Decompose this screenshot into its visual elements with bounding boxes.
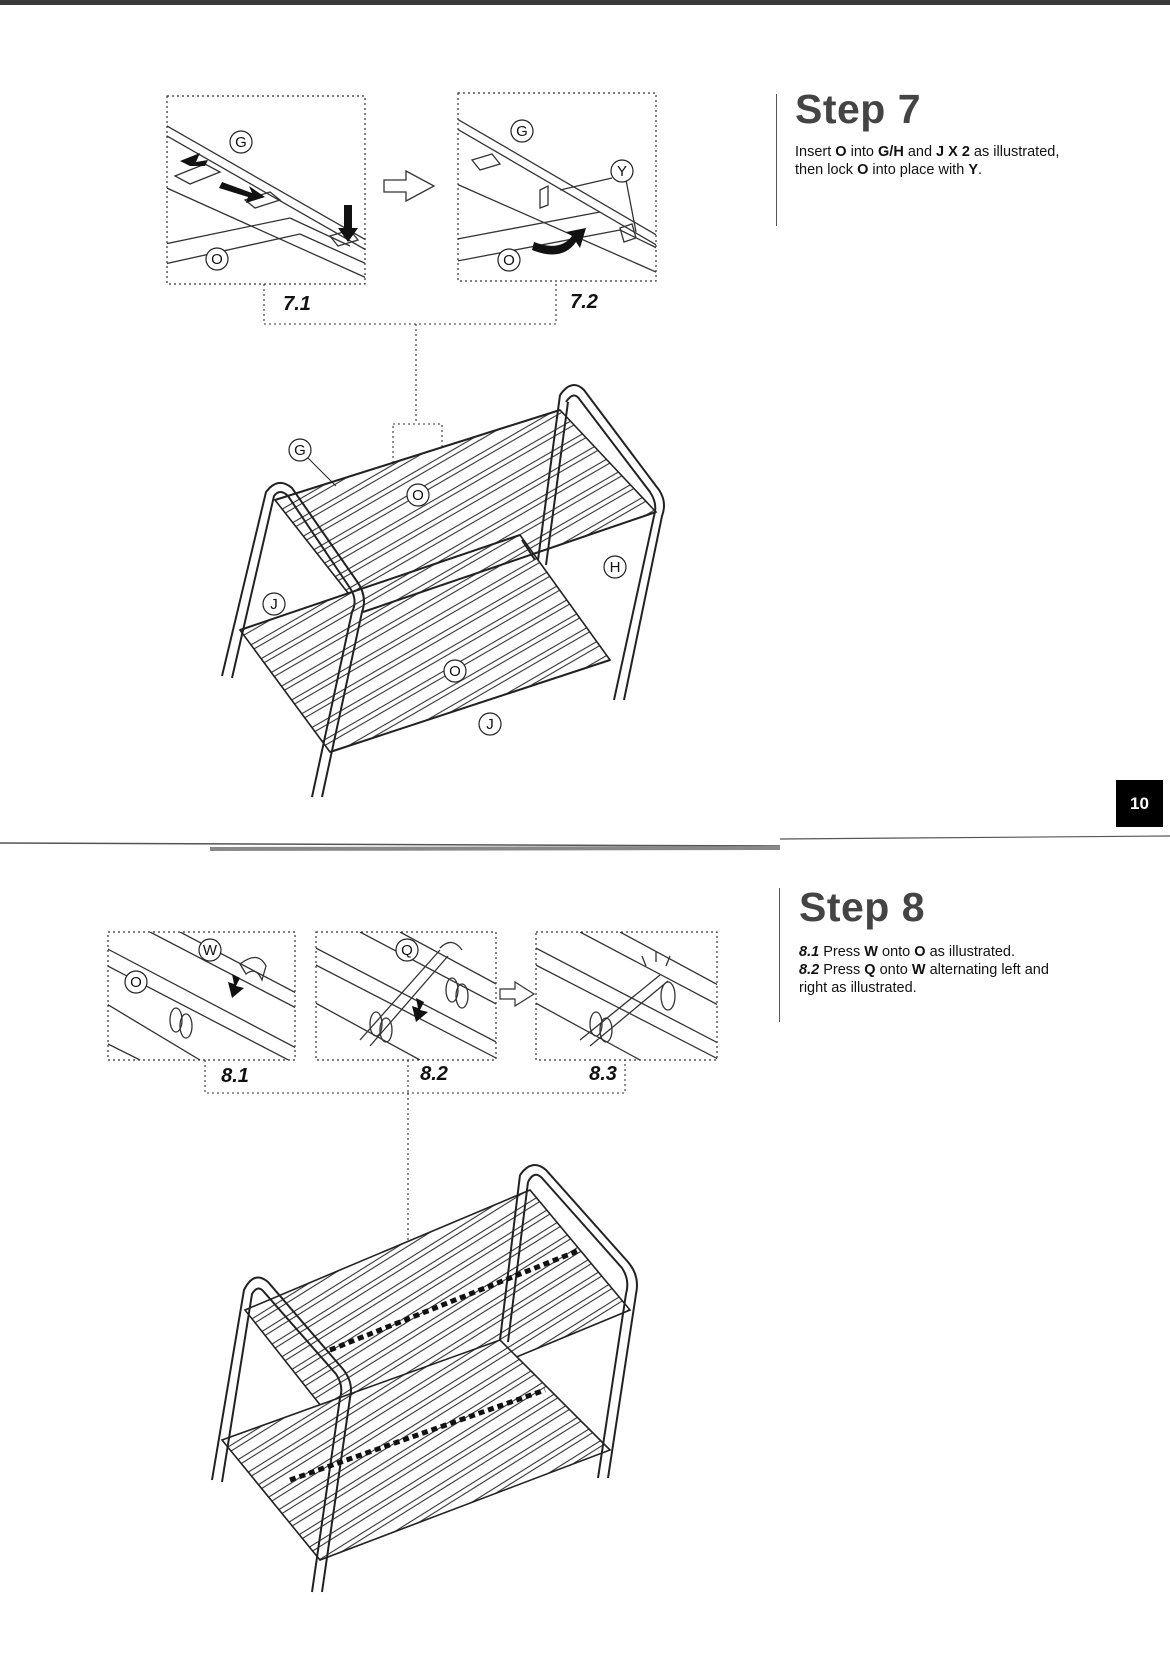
next-arrow-icon xyxy=(500,982,534,1006)
substep-8-3: 8.3 xyxy=(589,1063,617,1085)
step8-line-1: 8.1 Press W onto O as illustrated. xyxy=(799,944,1016,960)
arrow-icon xyxy=(180,153,208,166)
callout-g: G xyxy=(294,442,306,459)
callout-h: H xyxy=(609,559,621,576)
callout-g: G xyxy=(235,134,247,151)
substep-7-2: 7.2 xyxy=(570,291,598,313)
step7-title: Step 7 xyxy=(795,86,922,132)
detail-8-2 xyxy=(310,932,500,1060)
arrow-icon xyxy=(219,182,265,203)
arrow-down-icon xyxy=(228,974,244,998)
next-arrow-icon xyxy=(384,171,434,201)
callout-j: J xyxy=(486,716,494,733)
shelf-illustration-step7 xyxy=(222,385,664,797)
step8-line-2: 8.2 Press Q onto W alternating left and xyxy=(799,962,1049,978)
callout-o: O xyxy=(211,251,223,268)
detail-7-1 xyxy=(160,96,380,284)
callout-j: J xyxy=(270,596,278,613)
step8-title: Step 8 xyxy=(799,884,926,930)
callout-w: W xyxy=(202,942,218,959)
callout-y: Y xyxy=(616,163,628,180)
shelf-illustration-step8 xyxy=(212,1165,637,1592)
detail-7-2 xyxy=(452,93,665,281)
detail-8-3 xyxy=(530,932,720,1060)
substep-7-1: 7.1 xyxy=(283,293,311,315)
callout-o: O xyxy=(449,663,461,680)
callout-g: G xyxy=(516,123,528,140)
page-number: 10 xyxy=(1116,780,1163,827)
callout-o: O xyxy=(130,974,142,991)
step8-line-3: right as illustrated. xyxy=(799,980,917,996)
substep-8-2: 8.2 xyxy=(420,1063,448,1085)
arrow-down-icon xyxy=(412,998,428,1022)
callout-o: O xyxy=(412,487,424,504)
detail-8-1 xyxy=(100,932,300,1066)
step7-line-2: then lock O into place with Y. xyxy=(795,162,983,178)
step7-line-1: Insert O into G/H and J X 2 as illustrated, xyxy=(795,144,1060,160)
substep-8-1: 8.1 xyxy=(221,1065,249,1087)
callout-q: Q xyxy=(401,942,413,959)
callout-o: O xyxy=(503,252,515,269)
page-separator xyxy=(0,836,1170,849)
